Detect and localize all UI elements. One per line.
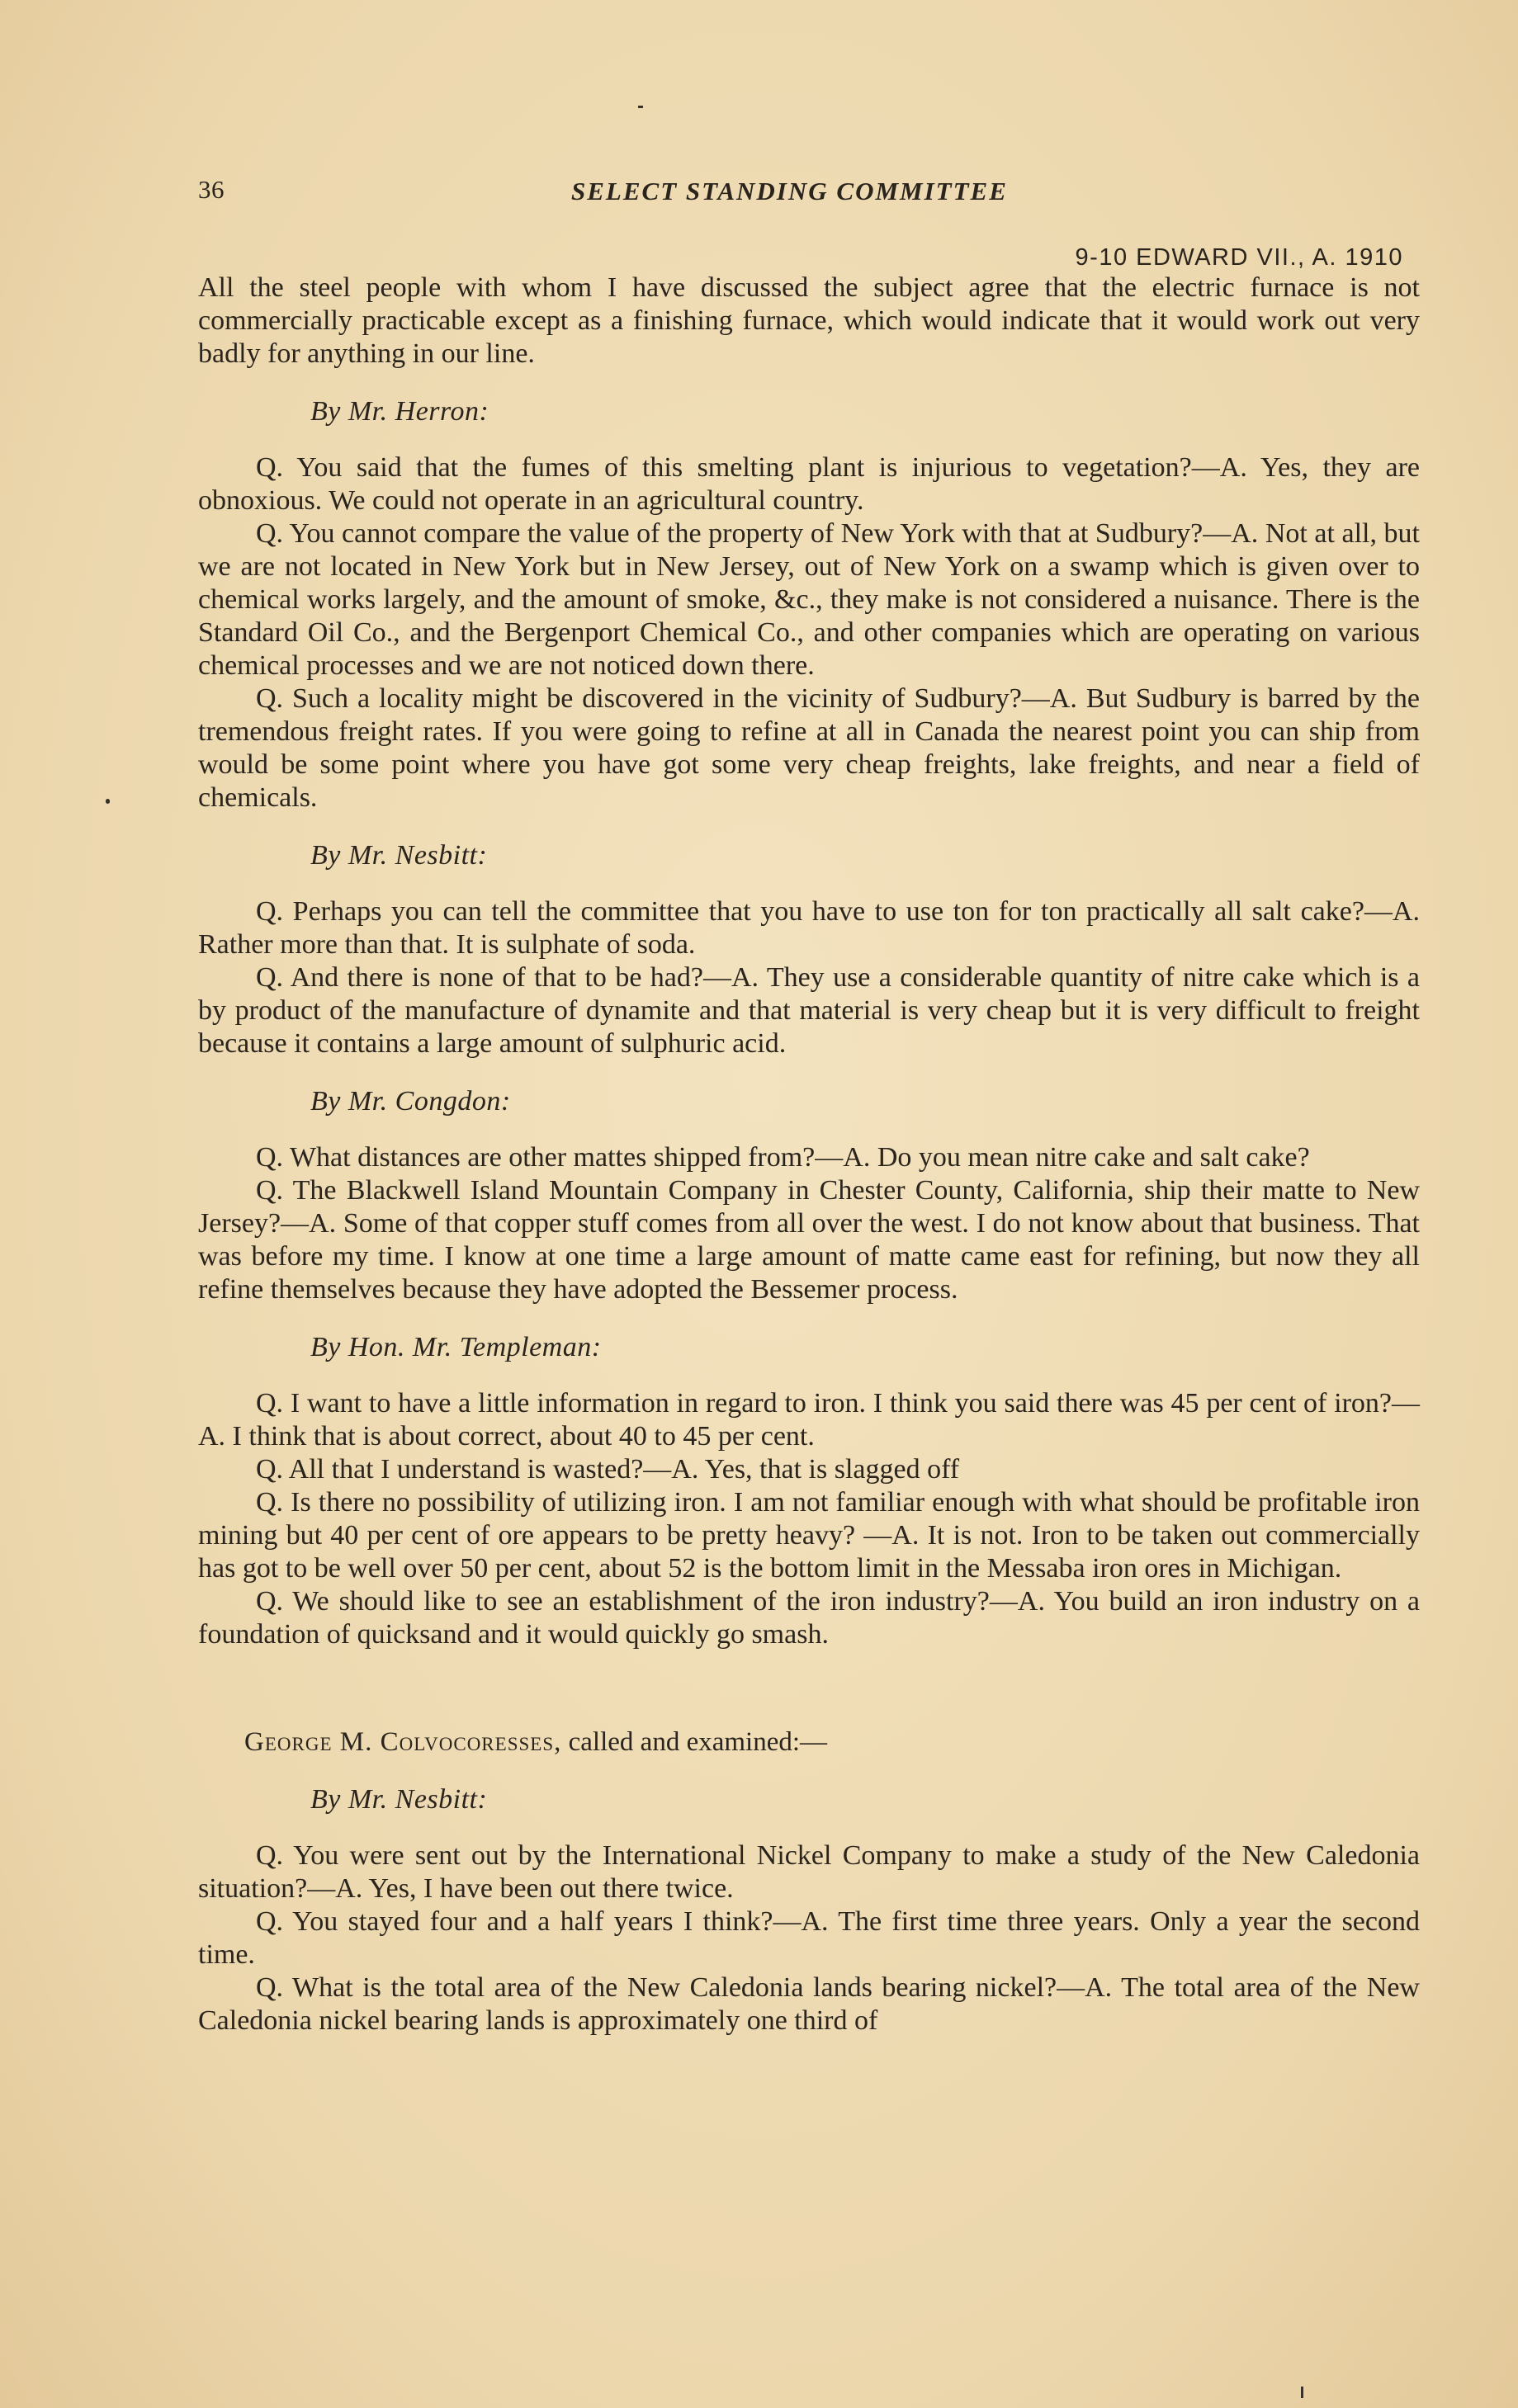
testimony-paragraph: Q. And there is none of that to be had?—A. They use a considerable quantity of nitre cake which is a by product of the manufacture of dynamite and that material is very cheap but it is very difficult to freight because it contains a large amount of sulphuric acid. — [198, 962, 1420, 1059]
examiner-heading: By Mr. Congdon: — [310, 1086, 511, 1117]
witness-called-text: called and examined:— — [561, 1727, 828, 1757]
examiner-heading: By Hon. Mr. Templeman: — [310, 1332, 602, 1362]
testimony-paragraph: Q. Is there no possibility of utilizing iron. I am not familiar enough with what should be profitable iron mining but 40 per cent of ore appears to be pretty heavy? —A. It is not. Iron to be taken out commercially has got to be well over 50 per cent, about 52 is the bottom limit in the Messaba iron ores in Michigan. — [198, 1487, 1420, 1584]
testimony-paragraph: Q. All that I understand is wasted?—A. Yes, that is slagged off — [256, 1454, 960, 1485]
testimony-paragraph: Q. You were sent out by the International Nickel Company to make a study of the New Caledonia situation?—A. Yes, I have been out there twice. — [198, 1840, 1420, 1904]
testimony-paragraph: Q. You said that the fumes of this smelting plant is injurious to vegetation?—A. Yes, they are obnoxious. We could not operate in an agricultural country. — [198, 452, 1420, 516]
witness-heading — [244, 1726, 1420, 1759]
witness-name: George M. Colvocoresses, — [244, 1727, 562, 1757]
testimony-paragraph: Q. Perhaps you can tell the committee that you have to use ton for ton practically all salt cake?—A. Rather more than that. It is sulphate of soda. — [198, 896, 1420, 960]
print-speck — [106, 799, 110, 804]
print-speck — [638, 106, 643, 108]
examiner-heading: By Mr. Nesbitt: — [310, 1784, 488, 1815]
testimony-paragraph: Q. You stayed four and a half years I think?—A. The first time three years. Only a year the second time. — [198, 1906, 1420, 1970]
testimony-paragraph: All the steel people with whom I have discussed the subject agree that the electric furnace is not commercially practicable except as a finishing furnace, which would indicate that it would work out very badly for anything in our line. — [198, 272, 1420, 369]
page-number: 36 — [198, 175, 225, 204]
testimony-paragraph: Q. We should like to see an establishment of the iron industry?—A. You build an iron industry on a foundation of quicksand and it would quickly go smash. — [198, 1586, 1420, 1650]
examiner-heading: By Mr. Herron: — [310, 396, 489, 427]
session-reference: 9-10 EDWARD VII., A. 1910 — [1075, 244, 1403, 271]
running-title: SELECT STANDING COMMITTEE — [571, 177, 1008, 205]
testimony-paragraph: Q. What distances are other mattes shipped from?—A. Do you mean nitre cake and salt cake? — [256, 1142, 1310, 1173]
testimony-paragraph: Q. The Blackwell Island Mountain Company in Chester County, California, ship their matte to New Jersey?—A. Some of that copper stuff comes from all over the west. I do not know about that business. That was before my time. I know at one time a large amount of matte came east for refining, but now they all refine themselves because they have adopted the Bessemer process. — [198, 1175, 1420, 1305]
testimony-paragraph: Q. You cannot compare the value of the property of New York with that at Sudbury?—A. Not at all, but we are not located in New York but in New Jersey, out of New York on a swamp which is given over to chemical works largely, and the amount of smoke, &c., they make is not considered a nuisance. There is the Standard Oil Co., and the Bergenport Chemical Co., and other companies which are operating on various chemical processes and we are not noticed down there. — [198, 518, 1420, 681]
testimony-body — [198, 271, 1420, 2037]
page-header — [198, 175, 1420, 216]
testimony-paragraph: Q. Such a locality might be discovered in the vicinity of Sudbury?—A. But Sudbury is barred by the tremendous freight rates. If you were going to refine at all in Canada the nearest point you can ship from would be some point where you have got some very cheap freights, lake freights, and near a field of chemicals. — [198, 683, 1420, 813]
document-page — [198, 175, 1420, 2037]
testimony-paragraph: Q. What is the total area of the New Caledonia lands bearing nickel?—A. The total area of the New Caledonia nickel bearing lands is approximately one third of — [198, 1972, 1420, 2036]
examiner-heading: By Mr. Nesbitt: — [310, 840, 488, 871]
testimony-paragraph: Q. I want to have a little information in regard to iron. I think you said there was 45 per cent of iron?—A. I think that is about correct, about 40 to 45 per cent. — [198, 1388, 1420, 1452]
print-speck — [1301, 2387, 1303, 2398]
